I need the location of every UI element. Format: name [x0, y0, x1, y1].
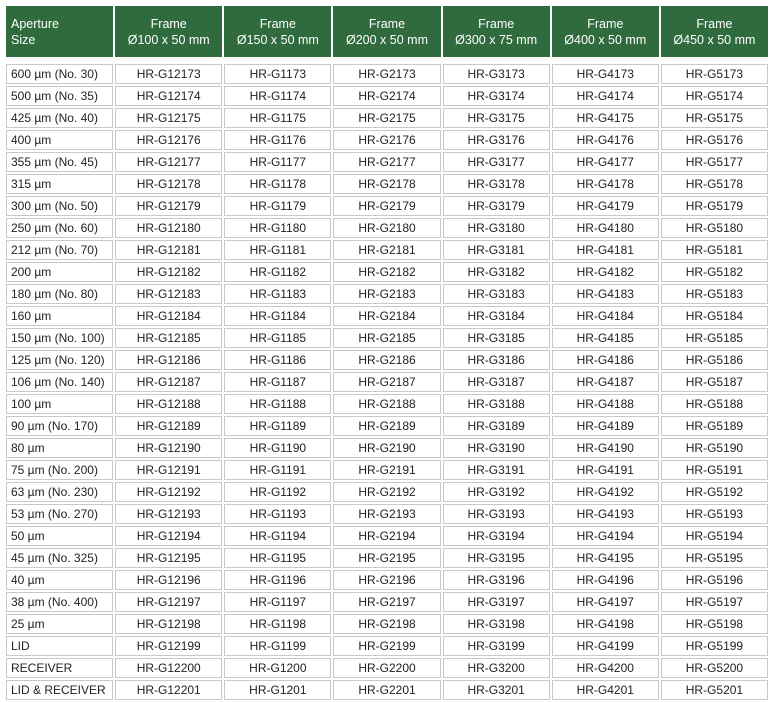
- aperture-cell: 90 µm (No. 170): [6, 416, 113, 436]
- product-code-cell: HR-G1183: [224, 284, 331, 304]
- product-code-cell: HR-G12177: [115, 152, 222, 172]
- product-code-cell: HR-G5184: [661, 306, 768, 326]
- table-row: [6, 570, 768, 590]
- product-code-cell: HR-G2177: [333, 152, 440, 172]
- product-code-cell: HR-G12198: [115, 614, 222, 634]
- aperture-cell: 100 µm: [6, 394, 113, 414]
- product-code-cell: HR-G4182: [552, 262, 659, 282]
- product-code-cell: HR-G12183: [115, 284, 222, 304]
- product-code-cell: HR-G1200: [224, 658, 331, 678]
- product-code-cell: HR-G12189: [115, 416, 222, 436]
- table-row: [6, 64, 768, 84]
- product-code-cell: HR-G3186: [443, 350, 550, 370]
- product-code-cell: HR-G12178: [115, 174, 222, 194]
- table-row: [6, 152, 768, 172]
- aperture-cell: 106 µm (No. 140): [6, 372, 113, 392]
- table-row: [6, 636, 768, 656]
- table-row: [6, 218, 768, 238]
- header-frame-col: [443, 6, 550, 57]
- product-code-cell: HR-G5198: [661, 614, 768, 634]
- header-aperture-size: [6, 6, 113, 57]
- header-aperture-line1: Aperture: [11, 16, 59, 31]
- product-code-cell: HR-G1179: [224, 196, 331, 216]
- table-row: [6, 196, 768, 216]
- product-code-cell: HR-G3179: [443, 196, 550, 216]
- aperture-cell: 200 µm: [6, 262, 113, 282]
- product-code-cell: HR-G5192: [661, 482, 768, 502]
- product-code-cell: HR-G12196: [115, 570, 222, 590]
- product-code-cell: HR-G5176: [661, 130, 768, 150]
- product-code-cell: HR-G3190: [443, 438, 550, 458]
- aperture-cell: 63 µm (No. 230): [6, 482, 113, 502]
- product-code-cell: HR-G5175: [661, 108, 768, 128]
- table-row: [6, 350, 768, 370]
- product-code-cell: HR-G4180: [552, 218, 659, 238]
- product-code-cell: HR-G2179: [333, 196, 440, 216]
- aperture-cell: 25 µm: [6, 614, 113, 634]
- product-code-cell: HR-G5195: [661, 548, 768, 568]
- product-code-cell: HR-G12188: [115, 394, 222, 414]
- product-code-cell: HR-G4190: [552, 438, 659, 458]
- product-code-cell: HR-G3195: [443, 548, 550, 568]
- aperture-cell: LID & RECEIVER: [6, 680, 113, 700]
- product-code-cell: HR-G4173: [552, 64, 659, 84]
- product-code-cell: HR-G3185: [443, 328, 550, 348]
- product-code-cell: HR-G5173: [661, 64, 768, 84]
- aperture-cell: 125 µm (No. 120): [6, 350, 113, 370]
- product-code-cell: HR-G12186: [115, 350, 222, 370]
- product-code-cell: HR-G1191: [224, 460, 331, 480]
- product-code-cell: HR-G1199: [224, 636, 331, 656]
- aperture-cell: 38 µm (No. 400): [6, 592, 113, 612]
- product-code-cell: HR-G1190: [224, 438, 331, 458]
- product-code-cell: HR-G5194: [661, 526, 768, 546]
- product-code-cell: HR-G4199: [552, 636, 659, 656]
- product-code-cell: HR-G1196: [224, 570, 331, 590]
- header-frame-size: Ø400 x 50 mm: [564, 32, 647, 47]
- product-code-cell: HR-G12192: [115, 482, 222, 502]
- product-code-cell: HR-G3193: [443, 504, 550, 524]
- product-code-cell: HR-G1186: [224, 350, 331, 370]
- product-code-cell: HR-G5182: [661, 262, 768, 282]
- product-code-cell: HR-G5186: [661, 350, 768, 370]
- table-row: [6, 394, 768, 414]
- table-header: [6, 6, 768, 62]
- product-code-cell: HR-G3187: [443, 372, 550, 392]
- header-frame-col: [333, 6, 440, 57]
- product-code-cell: HR-G2184: [333, 306, 440, 326]
- product-code-cell: HR-G12193: [115, 504, 222, 524]
- product-code-cell: HR-G1180: [224, 218, 331, 238]
- product-code-cell: HR-G2178: [333, 174, 440, 194]
- product-code-cell: HR-G5183: [661, 284, 768, 304]
- product-code-cell: HR-G2183: [333, 284, 440, 304]
- product-code-cell: HR-G5179: [661, 196, 768, 216]
- product-code-cell: HR-G12176: [115, 130, 222, 150]
- table-row: [6, 680, 768, 700]
- header-frame-label: Frame: [587, 16, 624, 31]
- product-code-cell: HR-G2198: [333, 614, 440, 634]
- product-code-cell: HR-G3192: [443, 482, 550, 502]
- header-frame-size: Ø300 x 75 mm: [455, 32, 538, 47]
- header-frame-size: Ø150 x 50 mm: [236, 32, 319, 47]
- table-row: [6, 548, 768, 568]
- product-code-cell: HR-G4197: [552, 592, 659, 612]
- product-code-cell: HR-G5191: [661, 460, 768, 480]
- product-code-cell: HR-G4200: [552, 658, 659, 678]
- product-code-cell: HR-G2200: [333, 658, 440, 678]
- product-code-cell: HR-G2187: [333, 372, 440, 392]
- product-code-cell: HR-G5196: [661, 570, 768, 590]
- product-code-cell: HR-G4178: [552, 174, 659, 194]
- product-code-cell: HR-G2190: [333, 438, 440, 458]
- product-code-cell: HR-G5178: [661, 174, 768, 194]
- header-frame-col: [224, 6, 331, 57]
- product-code-cell: HR-G1181: [224, 240, 331, 260]
- product-code-cell: HR-G4189: [552, 416, 659, 436]
- product-code-cell: HR-G1185: [224, 328, 331, 348]
- product-code-cell: HR-G3200: [443, 658, 550, 678]
- product-code-cell: HR-G2173: [333, 64, 440, 84]
- product-code-cell: HR-G2192: [333, 482, 440, 502]
- aperture-cell: RECEIVER: [6, 658, 113, 678]
- product-code-cell: HR-G3174: [443, 86, 550, 106]
- header-frame-size: Ø100 x 50 mm: [127, 32, 210, 47]
- product-code-cell: HR-G4195: [552, 548, 659, 568]
- header-aperture-line2: Size: [11, 32, 36, 47]
- product-code-cell: HR-G4193: [552, 504, 659, 524]
- aperture-cell: LID: [6, 636, 113, 656]
- aperture-cell: 400 µm: [6, 130, 113, 150]
- header-frame-label: Frame: [259, 16, 296, 31]
- aperture-cell: 75 µm (No. 200): [6, 460, 113, 480]
- aperture-cell: 355 µm (No. 45): [6, 152, 113, 172]
- product-code-cell: HR-G1195: [224, 548, 331, 568]
- product-code-cell: HR-G3183: [443, 284, 550, 304]
- product-code-cell: HR-G4174: [552, 86, 659, 106]
- product-code-cell: HR-G2174: [333, 86, 440, 106]
- aperture-cell: 45 µm (No. 325): [6, 548, 113, 568]
- product-code-cell: HR-G1188: [224, 394, 331, 414]
- product-code-cell: HR-G2199: [333, 636, 440, 656]
- aperture-cell: 53 µm (No. 270): [6, 504, 113, 524]
- product-code-cell: HR-G4175: [552, 108, 659, 128]
- header-frame-col: [115, 6, 222, 57]
- product-code-cell: HR-G3184: [443, 306, 550, 326]
- aperture-cell: 600 µm (No. 30): [6, 64, 113, 84]
- product-code-cell: HR-G1176: [224, 130, 331, 150]
- product-code-cell: HR-G12199: [115, 636, 222, 656]
- table-row: [6, 460, 768, 480]
- product-code-cell: HR-G1194: [224, 526, 331, 546]
- product-code-cell: HR-G1173: [224, 64, 331, 84]
- product-code-cell: HR-G2193: [333, 504, 440, 524]
- product-code-cell: HR-G3196: [443, 570, 550, 590]
- product-code-cell: HR-G3181: [443, 240, 550, 260]
- product-code-cell: HR-G2186: [333, 350, 440, 370]
- table-row: [6, 416, 768, 436]
- header-frame-size: Ø450 x 50 mm: [673, 32, 756, 47]
- product-code-cell: HR-G3177: [443, 152, 550, 172]
- product-code-cell: HR-G4184: [552, 306, 659, 326]
- product-code-cell: HR-G5188: [661, 394, 768, 414]
- product-code-cell: HR-G3175: [443, 108, 550, 128]
- table-row: [6, 592, 768, 612]
- aperture-cell: 425 µm (No. 40): [6, 108, 113, 128]
- product-code-cell: HR-G1193: [224, 504, 331, 524]
- table-row: [6, 504, 768, 524]
- aperture-cell: 300 µm (No. 50): [6, 196, 113, 216]
- product-code-cell: HR-G2189: [333, 416, 440, 436]
- header-frame-col: [661, 6, 768, 57]
- aperture-cell: 50 µm: [6, 526, 113, 546]
- table-row: [6, 482, 768, 502]
- table-row: [6, 86, 768, 106]
- product-code-cell: HR-G2180: [333, 218, 440, 238]
- header-frame-label: Frame: [696, 16, 733, 31]
- product-code-cell: HR-G3182: [443, 262, 550, 282]
- table-body: [6, 64, 768, 700]
- product-code-cell: HR-G4181: [552, 240, 659, 260]
- product-code-cell: HR-G1175: [224, 108, 331, 128]
- aperture-cell: 80 µm: [6, 438, 113, 458]
- product-code-cell: HR-G5199: [661, 636, 768, 656]
- product-code-cell: HR-G12179: [115, 196, 222, 216]
- product-code-cell: HR-G5185: [661, 328, 768, 348]
- product-code-cell: HR-G5180: [661, 218, 768, 238]
- header-frame-label: Frame: [150, 16, 187, 31]
- product-code-cell: HR-G5177: [661, 152, 768, 172]
- aperture-cell: 180 µm (No. 80): [6, 284, 113, 304]
- table-row: [6, 614, 768, 634]
- product-code-cell: HR-G3198: [443, 614, 550, 634]
- product-code-cell: HR-G12201: [115, 680, 222, 700]
- product-code-cell: HR-G2195: [333, 548, 440, 568]
- product-code-cell: HR-G1177: [224, 152, 331, 172]
- product-code-cell: HR-G4191: [552, 460, 659, 480]
- product-code-cell: HR-G2194: [333, 526, 440, 546]
- table-row: [6, 108, 768, 128]
- product-code-cell: HR-G3201: [443, 680, 550, 700]
- header-frame-label: Frame: [478, 16, 515, 31]
- table-row: [6, 526, 768, 546]
- aperture-cell: 212 µm (No. 70): [6, 240, 113, 260]
- product-code-cell: HR-G3189: [443, 416, 550, 436]
- product-code-cell: HR-G12187: [115, 372, 222, 392]
- product-code-cell: HR-G2197: [333, 592, 440, 612]
- header-frame-label: Frame: [368, 16, 406, 31]
- product-code-cell: HR-G1192: [224, 482, 331, 502]
- product-code-cell: HR-G5181: [661, 240, 768, 260]
- product-code-cell: HR-G2201: [333, 680, 440, 700]
- product-code-cell: HR-G3199: [443, 636, 550, 656]
- product-code-cell: HR-G12174: [115, 86, 222, 106]
- spacer-cell: [6, 59, 768, 62]
- product-code-cell: HR-G2181: [333, 240, 440, 260]
- product-code-cell: HR-G3176: [443, 130, 550, 150]
- product-code-cell: HR-G1182: [224, 262, 331, 282]
- product-code-cell: HR-G1174: [224, 86, 331, 106]
- product-code-cell: HR-G3191: [443, 460, 550, 480]
- table-row: [6, 240, 768, 260]
- product-code-cell: HR-G4198: [552, 614, 659, 634]
- product-code-cell: HR-G5200: [661, 658, 768, 678]
- product-code-cell: HR-G3178: [443, 174, 550, 194]
- product-code-cell: HR-G12191: [115, 460, 222, 480]
- sieve-catalog-table: [4, 4, 770, 702]
- product-code-cell: HR-G1184: [224, 306, 331, 326]
- product-code-cell: HR-G1201: [224, 680, 331, 700]
- product-code-cell: HR-G12190: [115, 438, 222, 458]
- product-code-cell: HR-G2188: [333, 394, 440, 414]
- product-code-cell: HR-G1178: [224, 174, 331, 194]
- product-code-cell: HR-G5197: [661, 592, 768, 612]
- table-row: [6, 658, 768, 678]
- product-code-cell: HR-G4179: [552, 196, 659, 216]
- aperture-cell: 250 µm (No. 60): [6, 218, 113, 238]
- product-code-cell: HR-G5187: [661, 372, 768, 392]
- product-code-cell: HR-G2182: [333, 262, 440, 282]
- product-code-cell: HR-G12197: [115, 592, 222, 612]
- product-code-cell: HR-G4196: [552, 570, 659, 590]
- product-code-cell: HR-G12180: [115, 218, 222, 238]
- product-code-cell: HR-G3180: [443, 218, 550, 238]
- aperture-cell: 500 µm (No. 35): [6, 86, 113, 106]
- product-code-cell: HR-G1187: [224, 372, 331, 392]
- product-code-cell: HR-G4185: [552, 328, 659, 348]
- product-code-cell: HR-G2175: [333, 108, 440, 128]
- product-code-cell: HR-G5190: [661, 438, 768, 458]
- product-code-cell: HR-G12200: [115, 658, 222, 678]
- product-code-cell: HR-G4194: [552, 526, 659, 546]
- product-code-cell: HR-G5193: [661, 504, 768, 524]
- product-code-cell: HR-G1198: [224, 614, 331, 634]
- product-code-cell: HR-G1189: [224, 416, 331, 436]
- product-code-cell: HR-G4192: [552, 482, 659, 502]
- product-code-cell: HR-G2176: [333, 130, 440, 150]
- product-code-cell: HR-G3188: [443, 394, 550, 414]
- product-code-cell: HR-G12194: [115, 526, 222, 546]
- product-code-cell: HR-G12182: [115, 262, 222, 282]
- table-row: [6, 328, 768, 348]
- product-code-cell: HR-G4177: [552, 152, 659, 172]
- product-code-cell: HR-G5201: [661, 680, 768, 700]
- table-row: [6, 284, 768, 304]
- product-code-cell: HR-G3197: [443, 592, 550, 612]
- aperture-cell: 315 µm: [6, 174, 113, 194]
- aperture-cell: 40 µm: [6, 570, 113, 590]
- product-code-cell: HR-G5189: [661, 416, 768, 436]
- product-code-cell: HR-G12195: [115, 548, 222, 568]
- product-code-cell: HR-G12175: [115, 108, 222, 128]
- product-code-cell: HR-G4201: [552, 680, 659, 700]
- product-code-cell: HR-G5174: [661, 86, 768, 106]
- aperture-cell: 160 µm: [6, 306, 113, 326]
- product-code-cell: HR-G2196: [333, 570, 440, 590]
- product-code-cell: HR-G4176: [552, 130, 659, 150]
- product-code-cell: HR-G3173: [443, 64, 550, 84]
- product-code-cell: HR-G4183: [552, 284, 659, 304]
- table-row: [6, 262, 768, 282]
- product-code-cell: HR-G4187: [552, 372, 659, 392]
- product-code-cell: HR-G4186: [552, 350, 659, 370]
- product-code-cell: HR-G1197: [224, 592, 331, 612]
- product-code-cell: HR-G4188: [552, 394, 659, 414]
- product-code-cell: HR-G12185: [115, 328, 222, 348]
- product-code-cell: HR-G3194: [443, 526, 550, 546]
- table-row: [6, 174, 768, 194]
- header-spacer: [6, 59, 768, 62]
- table-row: [6, 438, 768, 458]
- header-row: [6, 6, 768, 57]
- table-row: [6, 130, 768, 150]
- product-code-cell: HR-G12181: [115, 240, 222, 260]
- aperture-cell: 150 µm (No. 100): [6, 328, 113, 348]
- product-code-cell: HR-G2185: [333, 328, 440, 348]
- table-row: [6, 372, 768, 392]
- product-code-cell: HR-G12184: [115, 306, 222, 326]
- header-frame-col: [552, 6, 659, 57]
- product-code-cell: HR-G12173: [115, 64, 222, 84]
- header-frame-size: Ø200 x 50 mm: [346, 32, 428, 47]
- product-code-cell: HR-G2191: [333, 460, 440, 480]
- table-row: [6, 306, 768, 326]
